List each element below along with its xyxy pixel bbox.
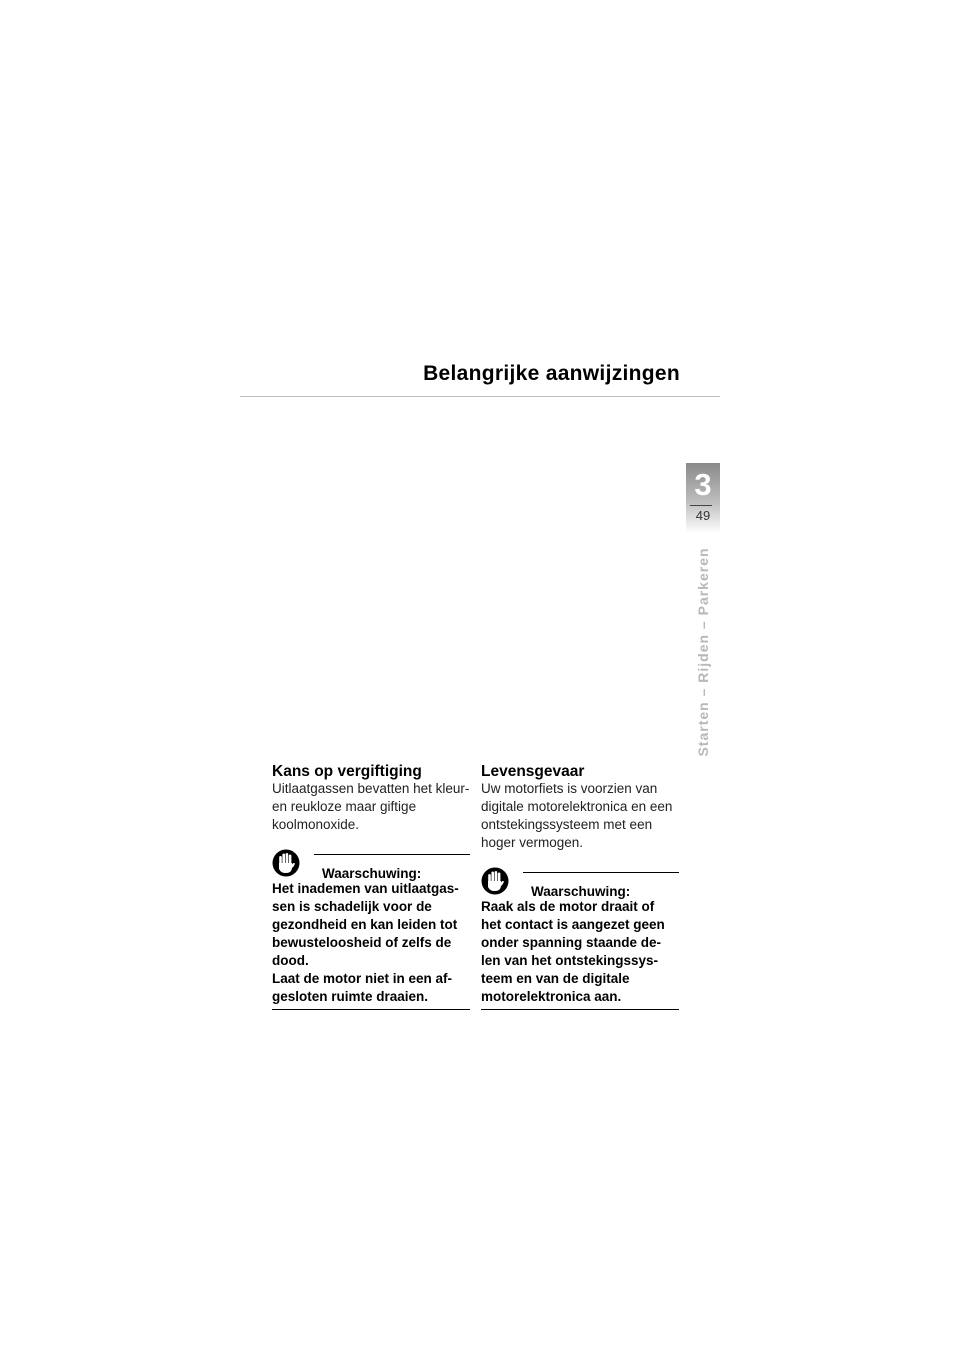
warning-label: Waarschuwing: (531, 884, 631, 899)
warning-box (481, 866, 679, 1010)
chapter-divider (690, 505, 712, 506)
warning-text: Het inademen van uitlaatgas- sen is schadelijk voor de gezondheid en kan leiden tot bewusteloosheid of zelfs de dood. Laat de motor niet in een af- gesloten ruimte draaien. (272, 880, 470, 1010)
section-poisoning (272, 763, 470, 1010)
warning-rule (523, 872, 679, 873)
section-body: Uw motorfiets is voorzien van digitale motorelektronica en een ontstekingssysteem met een hoger vermogen. (481, 781, 673, 850)
warning-box (272, 848, 470, 1010)
warning-rule (314, 854, 470, 855)
page-title: Belangrijke aanwijzingen (423, 362, 680, 385)
warning-label: Waarschuwing: (322, 866, 422, 881)
header-divider (240, 396, 720, 397)
warning-text: Raak als de motor draait of het contact is aangezet geen onder spanning staande de- len van het ontstekingssys- teem en van de digitale motorelektronica aan. (481, 898, 679, 1010)
section-body: Uitlaatgassen bevatten het kleur- en reukloze maar giftige koolmonoxide. (272, 781, 470, 832)
page-number: 49 (695, 508, 711, 523)
section-heading: Kans op vergiftiging (272, 763, 422, 780)
section-life-danger (481, 763, 679, 1010)
section-heading: Levensgevaar (481, 763, 585, 780)
hand-stop-icon (481, 866, 509, 896)
chapter-side-label: Starten – Rijden – Parkeren (695, 547, 711, 757)
hand-stop-icon (272, 848, 300, 878)
chapter-number: 3 (694, 467, 712, 502)
